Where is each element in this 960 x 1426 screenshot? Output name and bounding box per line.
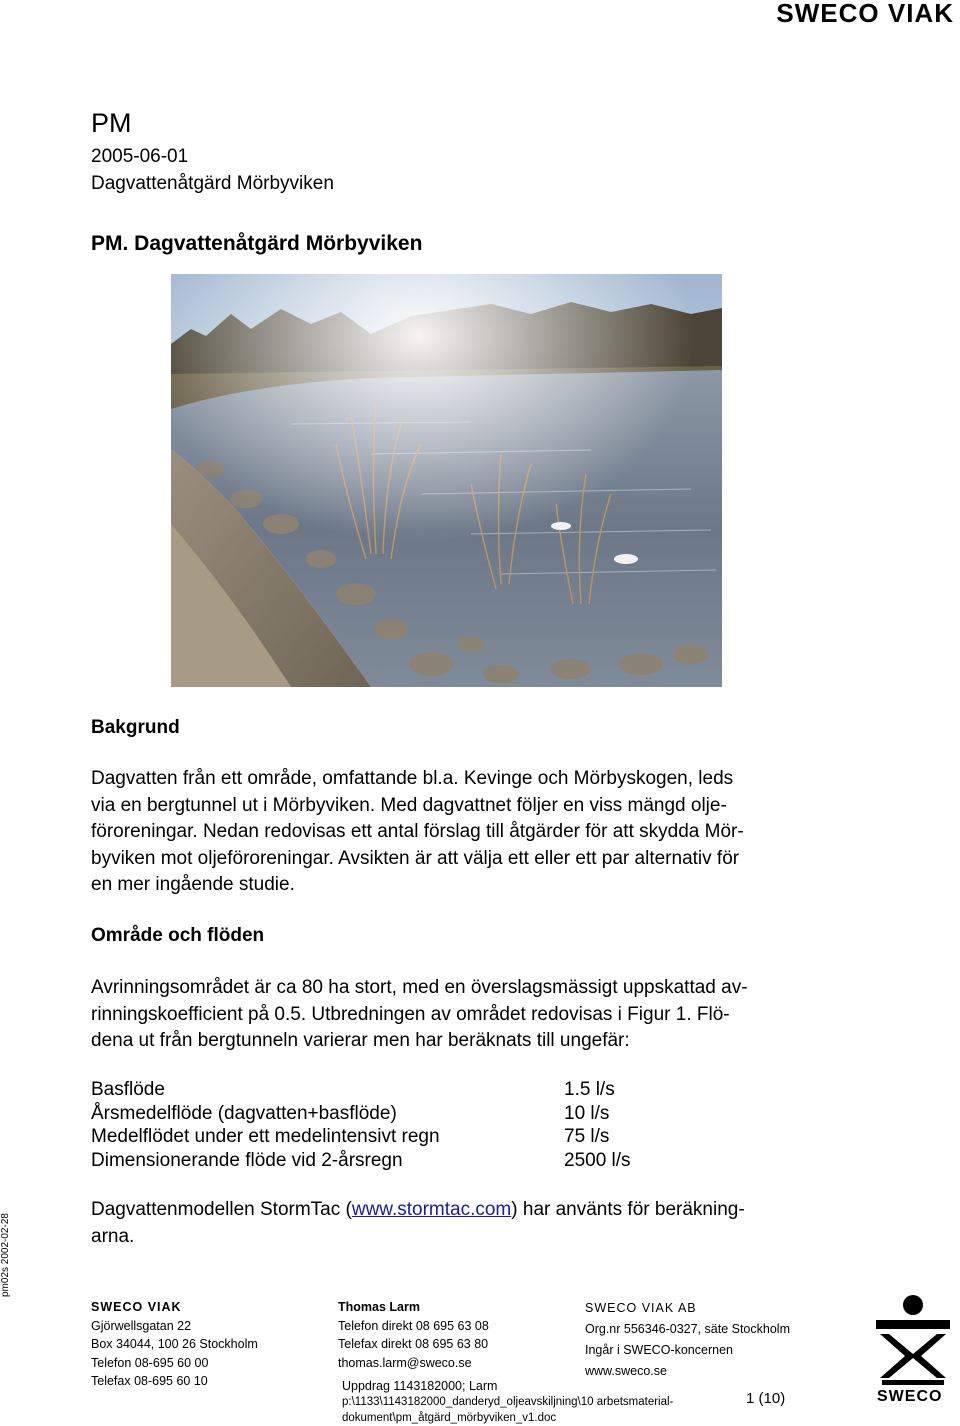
footer-address-2: Box 34044, 100 26 Stockholm bbox=[91, 1337, 258, 1351]
heading-omrade: Område och flöden bbox=[91, 925, 265, 946]
lake-photo bbox=[171, 274, 722, 687]
footer-contact-fax: Telefax direkt 08 695 63 80 bbox=[338, 1337, 489, 1351]
bakgrund-paragraph bbox=[91, 766, 811, 899]
stormtac-link[interactable]: www.stormtac.com bbox=[351, 1199, 512, 1220]
footer-phone: Telefon 08-695 60 00 bbox=[91, 1355, 209, 1370]
footer-website[interactable]: www.sweco.se bbox=[585, 1364, 667, 1378]
footer-uppdrag: Uppdrag 1143182000; Larm bbox=[342, 1379, 498, 1393]
page-number: 1 (10) bbox=[746, 1390, 786, 1407]
flow-label: Dimensionerande flöde vid 2-årsregn bbox=[91, 1150, 403, 1172]
doc-title: PM. Dagvattenåtgärd Mörbyviken bbox=[91, 232, 423, 255]
doc-subject: Dagvattenåtgärd Mörbyviken bbox=[91, 173, 334, 194]
footer-path bbox=[342, 1394, 673, 1426]
model-line bbox=[91, 1197, 811, 1224]
heading-bakgrund: Bakgrund bbox=[91, 717, 180, 738]
model-text-pre: Dagvattenmodellen StormTac ( bbox=[91, 1199, 352, 1220]
omrade-line: Avrinningsområdet är ca 80 ha stort, med en överslagsmässigt uppskattad av- bbox=[91, 977, 748, 998]
flow-label: Medelflödet under ett medelintensivt regn bbox=[91, 1126, 440, 1148]
flow-value: 2500 l/s bbox=[564, 1150, 631, 1172]
footer-contact-email[interactable]: thomas.larm@sweco.se bbox=[338, 1355, 472, 1370]
footer-group: Ingår i SWECO-koncernen bbox=[585, 1343, 733, 1357]
flow-value: 1.5 l/s bbox=[564, 1079, 615, 1100]
footer-contact-phone: Telefon direkt 08 695 63 08 bbox=[338, 1318, 489, 1333]
omrade-line: rinningskoefficient på 0.5. Utbredningen av området redovisas i Figur 1. Flö- bbox=[91, 1003, 730, 1025]
footer-contact-name: Thomas Larm bbox=[338, 1300, 420, 1314]
flow-row bbox=[91, 1149, 691, 1173]
side-template-id: pm02s 2002-02-28 bbox=[0, 1213, 11, 1297]
footer-address-1: Gjörwellsgatan 22 bbox=[91, 1318, 192, 1333]
footer-fax: Telefax 08-695 60 10 bbox=[91, 1374, 208, 1388]
footer-company-name: SWECO VIAK bbox=[91, 1300, 182, 1314]
doc-type: PM bbox=[91, 108, 132, 138]
footer-orgnr: Org.nr 556346-0327, säte Stockholm bbox=[585, 1322, 790, 1336]
doc-date: 2005-06-01 bbox=[91, 146, 189, 167]
omrade-line: dena ut från bergtunneln varierar men har beräknats till ungefär: bbox=[91, 1030, 630, 1051]
bakgrund-line: Dagvatten från ett område, omfattande bl.a. Kevinge och Mörbyskogen, leds bbox=[91, 768, 734, 789]
footer-contact bbox=[338, 1298, 489, 1372]
footer-legal-name: SWECO VIAK AB bbox=[585, 1301, 697, 1315]
header-brand: SWECO VIAK bbox=[776, 0, 954, 28]
flow-row bbox=[91, 1078, 691, 1102]
flow-value: 10 l/s bbox=[564, 1102, 610, 1124]
flow-table bbox=[91, 1078, 691, 1173]
sweco-logo-text: SWECO bbox=[877, 1388, 943, 1405]
footer-path-2: dokument\pm_åtgärd_mörbyviken_v1.doc bbox=[342, 1412, 557, 1424]
flow-label: Årsmedelflöde (dagvatten+basflöde) bbox=[91, 1102, 397, 1124]
omrade-paragraph bbox=[91, 975, 811, 1055]
bakgrund-line: byviken mot oljeföroreningar. Avsikten är att välja ett eller ett par alternativ för bbox=[91, 847, 740, 869]
footer-company bbox=[91, 1298, 258, 1391]
model-paragraph bbox=[91, 1197, 811, 1250]
flow-value: 75 l/s bbox=[564, 1126, 610, 1148]
footer-company-legal bbox=[585, 1298, 790, 1382]
bakgrund-line: föroreningar. Nedan redovisas ett antal förslag till åtgärder för att skydda Mör- bbox=[91, 821, 744, 842]
model-line-2: arna. bbox=[91, 1225, 135, 1247]
model-text-post: ) har använts för beräkning- bbox=[511, 1199, 745, 1220]
flow-row bbox=[91, 1125, 691, 1149]
flow-row bbox=[91, 1102, 691, 1126]
bakgrund-line: via en bergtunnel ut i Mörbyviken. Med dagvattnet följer en viss mängd olje- bbox=[91, 794, 727, 816]
footer-path-1: p:\1133\1143182000_danderyd_oljeavskiljning\10 arbetsmaterial- bbox=[342, 1396, 674, 1408]
bakgrund-line: en mer ingående studie. bbox=[91, 874, 295, 895]
flow-label: Basflöde bbox=[91, 1079, 165, 1100]
